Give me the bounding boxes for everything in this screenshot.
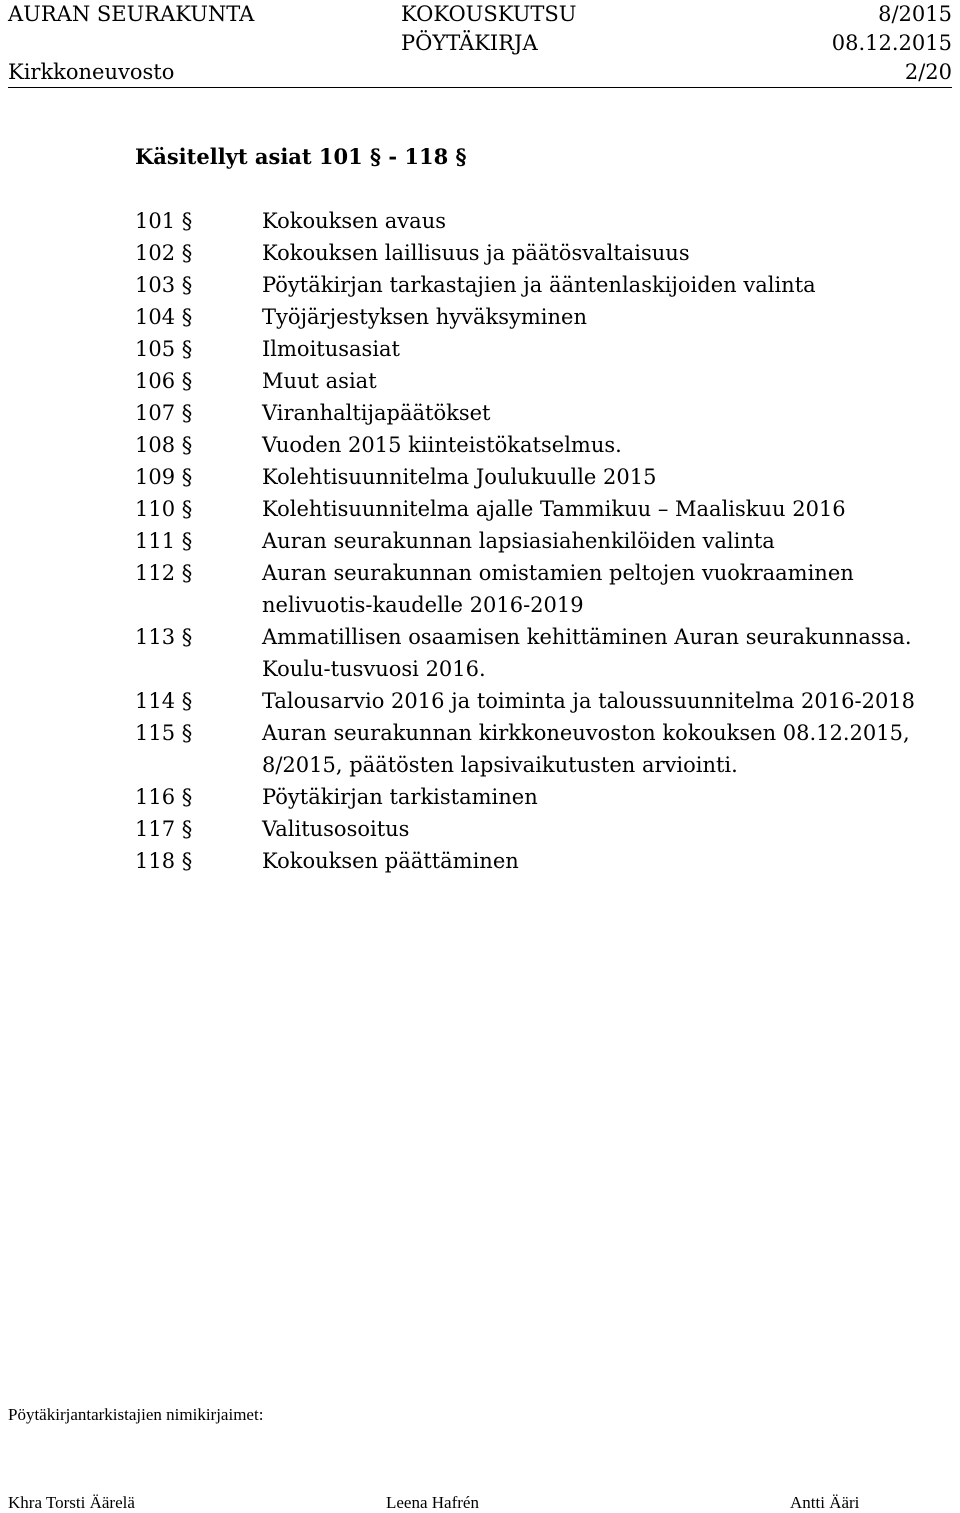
agenda-list <box>135 205 955 877</box>
agenda-item-title: Kokouksen laillisuus ja päätösvaltaisuus <box>262 241 690 265</box>
agenda-item <box>135 717 955 781</box>
agenda-item-number: 110 § <box>135 497 193 521</box>
agenda-item-title: Muut asiat <box>262 369 377 393</box>
page-number: 2/20 <box>904 60 952 84</box>
agenda-item-number: 114 § <box>135 689 193 713</box>
agenda-item <box>135 205 955 237</box>
agenda-item-number: 107 § <box>135 401 193 425</box>
agenda-item-title: Ammatillisen osaamisen kehittäminen Auran seurakunnassa. Koulu-tusvuosi 2016. <box>262 625 912 681</box>
document-header <box>8 0 952 87</box>
agenda-item <box>135 301 955 333</box>
agenda-item-title: Kokouksen päättäminen <box>262 849 519 873</box>
agenda-item-title: Ilmoitusasiat <box>262 337 400 361</box>
org-name: AURAN SEURAKUNTA <box>8 2 255 26</box>
doc-type-minutes: PÖYTÄKIRJA <box>401 31 538 55</box>
signer-name: Antti Ääri <box>790 1493 860 1512</box>
agenda-item <box>135 621 955 685</box>
agenda-item <box>135 493 955 525</box>
agenda-item-title: Pöytäkirjan tarkistaminen <box>262 785 538 809</box>
agenda-item-title: Kolehtisuunnitelma ajalle Tammikuu – Maaliskuu 2016 <box>262 497 846 521</box>
agenda-item-title: Kokouksen avaus <box>262 209 446 233</box>
agenda-item-number: 116 § <box>135 785 193 809</box>
agenda-item-title: Auran seurakunnan omistamien peltojen vuokraaminen nelivuotis-kaudelle 2016-2019 <box>262 561 854 617</box>
agenda-item-number: 118 § <box>135 849 193 873</box>
header-divider <box>8 87 952 88</box>
agenda-item-title: Auran seurakunnan lapsiasiahenkilöiden valinta <box>262 529 775 553</box>
agenda-item <box>135 269 955 301</box>
agenda-item-number: 111 § <box>135 529 193 553</box>
agenda-item-title: Viranhaltijapäätökset <box>262 401 491 425</box>
agenda-item-number: 115 § <box>135 721 193 745</box>
agenda-item-title: Kolehtisuunnitelma Joulukuulle 2015 <box>262 465 657 489</box>
agenda-item <box>135 781 955 813</box>
agenda-item-title: Vuoden 2015 kiinteistökatselmus. <box>262 433 622 457</box>
agenda-item-number: 101 § <box>135 209 193 233</box>
agenda-item-title: Pöytäkirjan tarkastajien ja ääntenlaskijoiden valinta <box>262 273 816 297</box>
agenda-item <box>135 333 955 365</box>
agenda-item-number: 108 § <box>135 433 193 457</box>
agenda-item-number: 104 § <box>135 305 193 329</box>
agenda-item-number: 112 § <box>135 561 193 585</box>
page-title: Käsitellyt asiat 101 § - 118 § <box>135 144 467 169</box>
agenda-item-number: 106 § <box>135 369 193 393</box>
agenda-item <box>135 557 955 621</box>
agenda-item <box>135 365 955 397</box>
agenda-item-number: 113 § <box>135 625 193 649</box>
agenda-item-number: 105 § <box>135 337 193 361</box>
agenda-item-title: Talousarvio 2016 ja toiminta ja taloussuunnitelma 2016-2018 <box>262 689 916 713</box>
signer-name: Khra Torsti Äärelä <box>8 1493 135 1512</box>
body-name: Kirkkoneuvosto <box>8 60 175 84</box>
agenda-item <box>135 429 955 461</box>
meeting-date: 08.12.2015 <box>831 31 952 55</box>
agenda-item <box>135 237 955 269</box>
meeting-number: 8/2015 <box>878 2 952 26</box>
doc-type-invitation: KOKOUSKUTSU <box>401 2 577 26</box>
agenda-item <box>135 461 955 493</box>
agenda-item <box>135 685 955 717</box>
agenda-item <box>135 845 955 877</box>
agenda-item-number: 102 § <box>135 241 193 265</box>
agenda-item-number: 117 § <box>135 817 193 841</box>
agenda-item-number: 109 § <box>135 465 193 489</box>
initials-label: Pöytäkirjantarkistajien nimikirjaimet: <box>8 1405 264 1424</box>
agenda-item-title: Työjärjestyksen hyväksyminen <box>262 305 587 329</box>
agenda-item <box>135 813 955 845</box>
signer-name: Leena Hafrén <box>386 1493 479 1512</box>
agenda-item <box>135 397 955 429</box>
agenda-item-title: Valitusosoitus <box>262 817 410 841</box>
agenda-item-number: 103 § <box>135 273 193 297</box>
agenda-item <box>135 525 955 557</box>
agenda-item-title: Auran seurakunnan kirkkoneuvoston kokouksen 08.12.2015, 8/2015, päätösten lapsivaikutusten arviointi. <box>262 721 910 777</box>
